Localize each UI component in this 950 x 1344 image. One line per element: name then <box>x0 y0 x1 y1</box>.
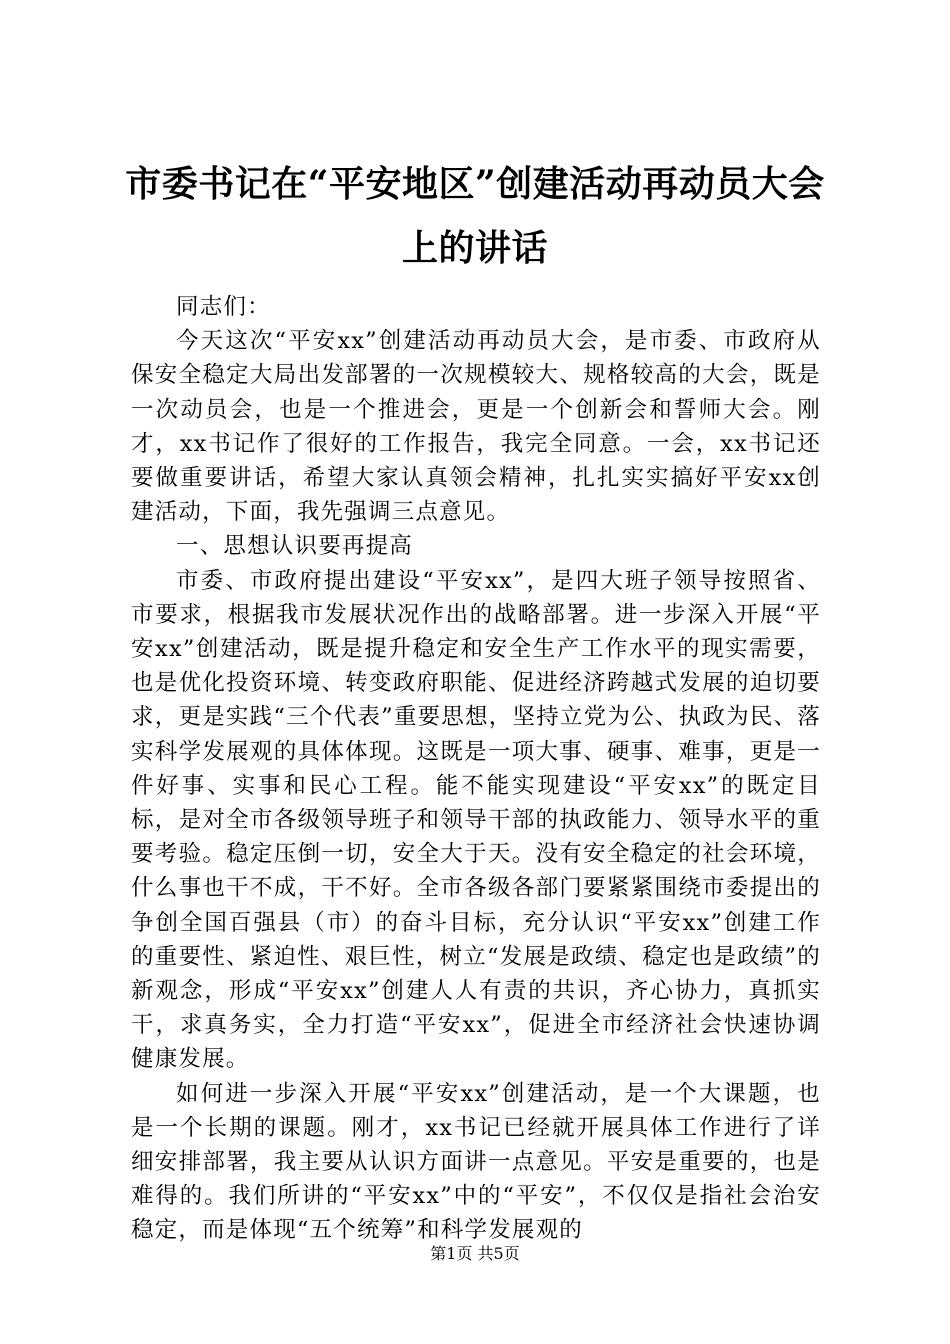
section-heading-1: 一、思想认识要再提高 <box>176 533 414 560</box>
paragraph-section-1: 市委、市政府提出建设“平安xx”，是四大班子领导按照省、市要求，根据我市发展状况作出的战略部署。进一步深入开展“平安xx”创建活动，既是提升稳定和安全生产工作水平的现实需要，也是优化投资环境、转变政府职能、促进经济跨越式发展的迫切要求，更是实践“三个代表”重要思想，坚持立党为公、执政为民、落实科学发展观的具体体现。这既是一项大事、硬事、难事，更是一件好事、实事和民心工程。能不能实现建设“平安xx”的既定目标，是对全市各级领导班子和领导干部的执政能力、领导水平的重要考验。稳定压倒一切，安全大于天。没有安全稳定的社会环境，什么事也干不成，干不好。全市各级各部门要紧紧围绕市委提出的争创全国百强县（市）的奋斗目标，充分认识“平安xx”创建工作的重要性、紧迫性、艰巨性，树立“发展是政绩、稳定也是政绩”的新观念，形成“平安xx”创建人人有责的共识，齐心协力，真抓实干，求真务实，全力打造“平安xx”，促进全市经济社会快速协调健康发展。 <box>131 567 821 1073</box>
document-body <box>131 290 821 1248</box>
salutation: 同志们： <box>176 294 271 320</box>
document-title <box>100 152 850 280</box>
paragraph-continuation: 如何进一步深入开展“平安xx”创建活动，是一个大课题，也是一个长期的课题。刚才，xx书记已经就开展具体工作进行了详细安排部署，我主要从认识方面讲一点意见。平安是重要的，也是难得的。我们所讲的“平安xx”中的“平安”，不仅仅是指社会治安稳定，而是体现“五个统筹”和科学发展观的 <box>131 1080 821 1244</box>
title-line-2: 上的讲话 <box>401 227 548 269</box>
paragraph-intro: 今天这次“平安xx”创建活动再动员大会，是市委、市政府从保安全稳定大局出发部署的一次规模较大、规格较高的大会，既是一次动员会，也是一个推进会，更是一个创新会和誓师大会。刚才，xx书记作了很好的工作报告，我完全同意。一会，xx书记还要做重要讲话，希望大家认真领会精神，扎扎实实搞好平安xx创建活动，下面，我先强调三点意见。 <box>131 328 821 526</box>
title-line-1: 市委书记在“平安地区”创建活动再动员大会 <box>125 163 825 205</box>
page-footer: 第1页 共5页 <box>430 1244 520 1263</box>
